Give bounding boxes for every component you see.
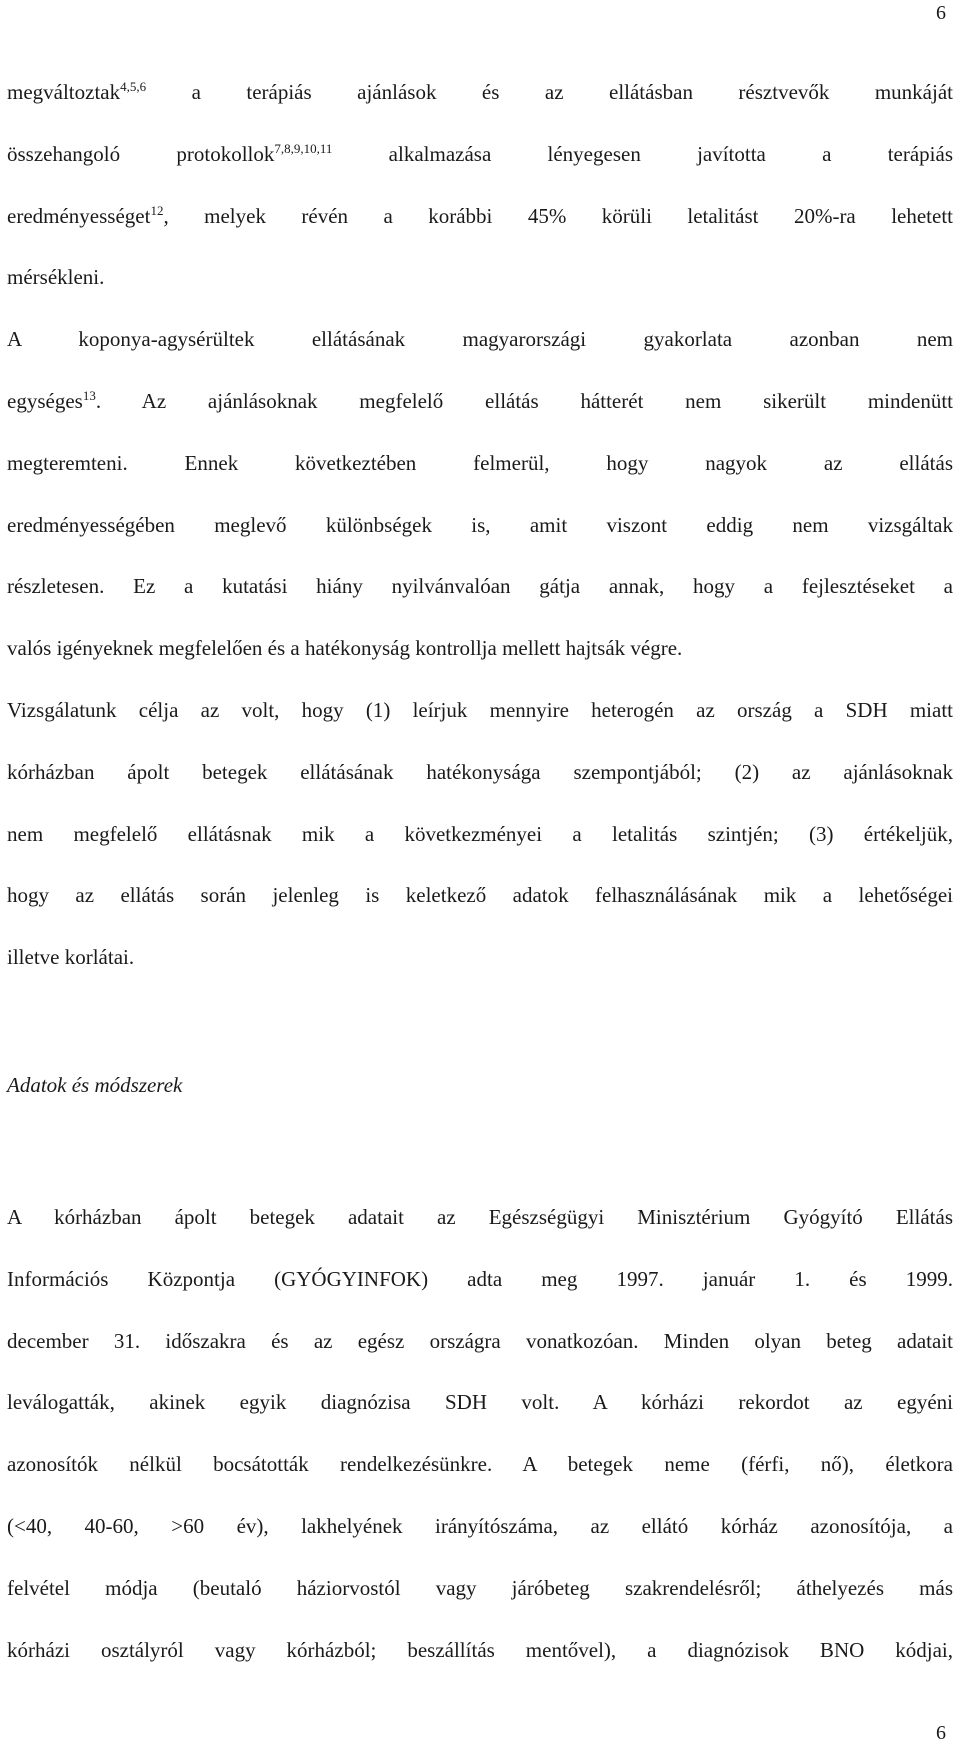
citation: 13 [82,387,96,403]
spacer [7,1099,953,1187]
text-line: egységes$^{13}$. Az ajánlásoknak megfelelő ellátás hátterét nem sikerült mindenütt [7,387,953,413]
text-line: hogy az ellátás során jelenleg is keletkező adatok felhasználásának mik a lehetőségei [7,883,953,908]
text-line: mérsékleni. [7,265,105,290]
text-line: kórházi osztályról vagy kórházból; beszállítás mentővel), a diagnózisok BNO kódjai, [7,1637,953,1662]
text-line: december 31. időszakra és az egész országra vonatkozóan. Minden olyan beteg adatait [7,1328,953,1353]
text-line: felvétel módja (beutaló háziorvostól vagy járóbeteg szakrendelésről; áthelyezés más [7,1575,953,1600]
text-line: Vizsgálatunk célja az volt, hogy (1) leírjuk mennyire heterogén az ország a SDH miatt [7,697,953,722]
citation: 4,5,6 [120,79,147,94]
text-line: nem megfelelő ellátásnak mik a következményei a letalitás szintjén; (3) értékeljük, [7,821,953,846]
text-line: A kórházban ápolt betegek adatait az Egészségügyi Minisztérium Gyógyító Ellátás [7,1204,953,1229]
document-body [7,62,953,1681]
text-line: eredményességében meglevő különbségek is, amit viszont eddig nem vizsgáltak [7,512,953,537]
paragraph-4 [7,1187,953,1681]
citation: 7,8,9,10,11 [274,140,333,156]
paragraph-1 [7,62,953,309]
paragraph-3 [7,680,953,989]
text-line: összehangoló protokollok$^{7,8,9,10,11}$ alkalmazása lényegesen javította a terápiás [7,140,953,166]
text-line: eredményességet$^{12}$, melyek révén a korábbi 45% körüli letalitást 20%-ra lehetett [7,202,953,228]
page-number-top: 6 [936,2,946,24]
text-line: leválogatták, akinek egyik diagnózisa SDH volt. A kórházi rekordot az egyéni [7,1390,953,1415]
text-line: részletesen. Ez a kutatási hiány nyilvánvalóan gátja annak, hogy a fejlesztéseket a [7,574,953,599]
page-number-bottom: 6 [936,1722,946,1744]
paragraph-2 [7,309,953,680]
text-line: (<40, 40-60, >60 év), lakhelyének irányítószáma, az ellátó kórház azonosítója, a [7,1513,953,1538]
spacer [7,989,953,1071]
section-heading: Adatok és módszerek [7,1072,183,1097]
citation: 12 [150,202,164,218]
text-line: illetve korlátai. [7,945,135,970]
text-line: megteremteni. Ennek következtében felmerül, hogy nagyok az ellátás [7,450,953,475]
text-line: kórházban ápolt betegek ellátásának hatékonysága szempontjából; (2) az ajánlásoknak [7,759,953,784]
text-line: A koponya-agysérültek ellátásának magyarországi gyakorlata azonban nem [7,327,953,352]
text-line: Információs Központja (GYÓGYINFOK) adta meg 1997. január 1. és 1999. [7,1266,953,1291]
text-line: valós igényeknek megfelelően és a hatékonyság kontrollja mellett hajtsák végre. [7,636,683,661]
text-line: azonosítók nélkül bocsátották rendelkezésünkre. A betegek neme (férfi, nő), életkora [7,1452,953,1477]
text-line: megváltoztak$^{4,5,6}$ a terápiás ajánlások és az ellátásban résztvevők munkáját [7,79,953,104]
